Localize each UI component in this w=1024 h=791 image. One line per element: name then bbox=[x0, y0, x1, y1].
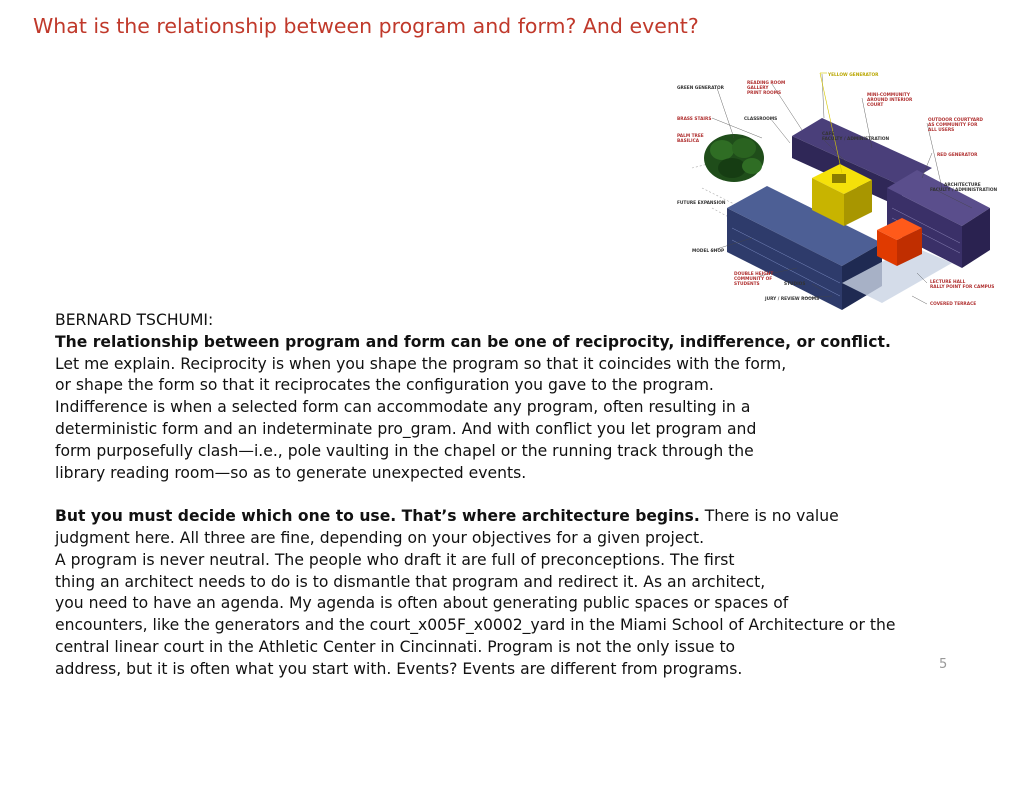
label-green-generator: GREEN GENERATOR bbox=[677, 86, 724, 91]
label-classrooms: CLASSROOMS bbox=[744, 117, 778, 122]
label-double-height-2: COMMUNITY OF bbox=[734, 277, 773, 282]
label-outdoor-2: AS COMMUNITY FOR bbox=[928, 123, 978, 128]
label-cafe-2: FACULTY / ADMINISTRATION bbox=[822, 137, 890, 142]
label-print-rooms: PRINT ROOMS bbox=[747, 91, 782, 96]
page-number: 5 bbox=[939, 657, 948, 672]
label-palm-tree-1: PALM TREE bbox=[677, 134, 704, 139]
text-line: you need to have an agenda. My agenda is often about generating public spaces or spaces of bbox=[55, 594, 789, 613]
label-reading-room: READING ROOM bbox=[747, 81, 786, 86]
label-architecture-1: ARCHITECTURE bbox=[944, 183, 981, 188]
text-line: thing an architect needs to do is to dismantle that program and redirect it. As an architect, bbox=[55, 572, 766, 591]
label-double-height-1: DOUBLE HEIGHT bbox=[734, 272, 774, 277]
text-line-mixed bbox=[55, 506, 955, 528]
text-line: address, but it is often what you start with. Events? Events are different from programs. bbox=[55, 659, 743, 678]
text-span: There is no value bbox=[699, 507, 839, 526]
text-line: judgment here. All three are fine, depending on your objectives for a given project. bbox=[55, 528, 705, 547]
label-double-height-3: STUDENTS bbox=[734, 282, 760, 287]
label-jury-rooms: JURY / REVIEW ROOMS bbox=[765, 297, 820, 302]
label-outdoor-1: OUTDOOR COURTYARD bbox=[928, 118, 983, 123]
text-line: Indifference is when a selected form can accommodate any program, often resulting in a bbox=[55, 398, 751, 417]
label-model-shop: MODEL SHOP bbox=[692, 249, 725, 254]
slide-title: What is the relationship between program and form? And event? bbox=[33, 14, 699, 38]
text-line: or shape the form so that it reciprocates the configuration you gave to the program. bbox=[55, 376, 714, 395]
architecture-diagram bbox=[672, 68, 1002, 330]
label-brass-stairs: BRASS STAIRS bbox=[677, 117, 712, 122]
label-lecture-hall-2: RALLY POINT FOR CAMPUS bbox=[930, 285, 995, 290]
label-cafe-1: CAFE bbox=[822, 132, 835, 137]
yellow-generator-court bbox=[832, 174, 846, 183]
label-gallery: GALLERY bbox=[747, 86, 769, 91]
text-line: Let me explain. Reciprocity is when you shape the program so that it coincides with the form, bbox=[55, 354, 787, 373]
label-yellow-generator: YELLOW GENERATOR bbox=[828, 73, 879, 78]
label-red-generator: RED GENERATOR bbox=[937, 153, 978, 158]
label-future-expansion: FUTURE EXPANSION bbox=[677, 201, 726, 206]
palm-tree-grove bbox=[704, 134, 764, 182]
label-covered-terrace: COVERED TERRACE bbox=[930, 302, 977, 307]
body-text bbox=[55, 310, 955, 681]
label-mini-community-3: COURT bbox=[867, 103, 884, 108]
text-line: form purposefully clash—i.e., pole vaulting in the chapel or the running track through the bbox=[55, 441, 754, 460]
label-lecture-hall-1: LECTURE HALL bbox=[930, 280, 966, 285]
text-line: encounters, like the generators and the court_x005F_x0002_yard in the Miami School of Architecture or the bbox=[55, 616, 896, 635]
label-mini-community-2: AROUND INTERIOR bbox=[867, 98, 913, 103]
text-line: A program is never neutral. The people who draft it are full of preconceptions. The first bbox=[55, 550, 735, 569]
label-outdoor-3: ALL USERS bbox=[928, 128, 955, 133]
emphasis-text: But you must decide which one to use. That’s where architecture begins. bbox=[55, 507, 700, 526]
text-line: deterministic form and an indeterminate pro_gram. And with conflict you let program and bbox=[55, 419, 757, 438]
text-line: library reading room—so as to generate unexpected events. bbox=[55, 463, 527, 482]
paragraph-gap bbox=[55, 484, 955, 506]
text-line: central linear court in the Athletic Center in Cincinnati. Program is not the only issue to bbox=[55, 637, 736, 656]
author-line: BERNARD TSCHUMI: bbox=[55, 311, 214, 329]
label-palm-tree-2: BASILICA bbox=[677, 139, 700, 144]
thesis-line: The relationship between program and form can be one of reciprocity, indifference, or conflict. bbox=[55, 332, 891, 351]
label-mini-community-1: MINI-COMMUNITY bbox=[867, 93, 910, 98]
label-architecture-2: FACULTY / ADMINISTRATION bbox=[930, 188, 998, 193]
label-studios: STUDIOS bbox=[784, 282, 806, 287]
